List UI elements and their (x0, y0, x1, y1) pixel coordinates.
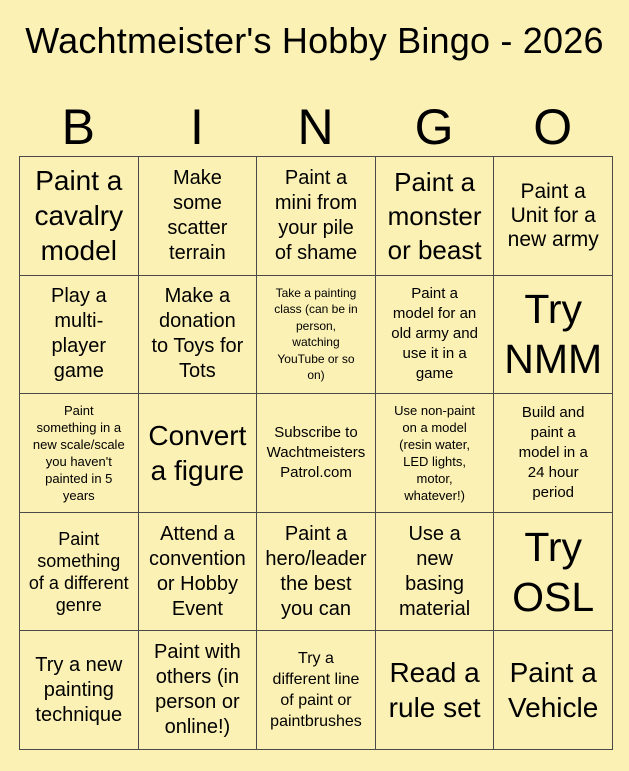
bingo-cell-g4[interactable]: Use a new basing material (376, 513, 495, 632)
bingo-cell-o4[interactable]: Try OSL (494, 513, 613, 632)
bingo-grid (19, 156, 613, 750)
bingo-cell-o2[interactable]: Try NMM (494, 276, 613, 395)
bingo-cell-i1[interactable]: Make some scatter terrain (139, 157, 258, 276)
bingo-cell-n5[interactable]: Try a different line of paint or paintbrushes (257, 631, 376, 750)
header-letter-i: I (189, 99, 204, 155)
bingo-cell-n2[interactable]: Take a painting class (can be in person, watching YouTube or so on) (257, 276, 376, 395)
bingo-cell-o5[interactable]: Paint a Vehicle (494, 631, 613, 750)
bingo-cell-g3[interactable]: Use non-paint on a model (resin water, LED lights, motor, whatever!) (376, 394, 495, 513)
bingo-cell-n1[interactable]: Paint a mini from your pile of shame (257, 157, 376, 276)
bingo-cell-b1[interactable]: Paint a cavalry model (20, 157, 139, 276)
bingo-cell-g5[interactable]: Read a rule set (376, 631, 495, 750)
bingo-cell-b3[interactable]: Paint something in a new scale/scale you haven't painted in 5 years (20, 394, 139, 513)
header-letter-o: O (533, 99, 573, 155)
bingo-cell-o3[interactable]: Build and paint a model in a 24 hour period (494, 394, 613, 513)
bingo-cell-i3[interactable]: Convert a figure (139, 394, 258, 513)
bingo-cell-g1[interactable]: Paint a monster or beast (376, 157, 495, 276)
bingo-cell-i4[interactable]: Attend a convention or Hobby Event (139, 513, 258, 632)
bingo-cell-b5[interactable]: Try a new painting technique (20, 631, 139, 750)
bingo-cell-b4[interactable]: Paint something of a different genre (20, 513, 139, 632)
bingo-header (19, 98, 612, 156)
bingo-cell-i5[interactable]: Paint with others (in person or online!) (139, 631, 258, 750)
page-title: Wachtmeister's Hobby Bingo - 2026 (25, 20, 604, 61)
bingo-cell-i2[interactable]: Make a donation to Toys for Tots (139, 276, 258, 395)
bingo-cell-n3[interactable]: Subscribe to Wachtmeisters Patrol.com (257, 394, 376, 513)
header-letter-g: G (414, 99, 454, 155)
header-letter-b: B (61, 99, 95, 155)
bingo-cell-o1[interactable]: Paint a Unit for a new army (494, 157, 613, 276)
header-letter-n: N (297, 99, 334, 155)
bingo-cell-n4[interactable]: Paint a hero/leader the best you can (257, 513, 376, 632)
bingo-cell-b2[interactable]: Play a multi- player game (20, 276, 139, 395)
bingo-cell-g2[interactable]: Paint a model for an old army and use it in a game (376, 276, 495, 395)
